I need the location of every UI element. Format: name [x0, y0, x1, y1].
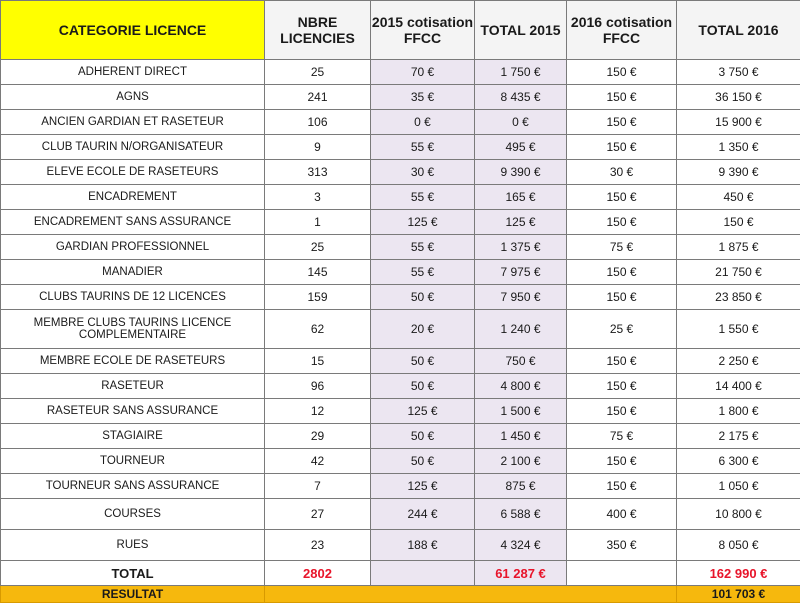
cell-count: 241 [265, 85, 371, 110]
cell-count: 23 [265, 530, 371, 561]
cell-count: 29 [265, 424, 371, 449]
table-row [1, 210, 800, 235]
cell-total2016: 1 800 € [677, 399, 800, 424]
cell-cot2016: 150 € [567, 110, 677, 135]
cell-count: 12 [265, 399, 371, 424]
cell-count: 7 [265, 474, 371, 499]
cell-cot2015: 50 € [371, 374, 475, 399]
cell-total2015: 495 € [475, 135, 567, 160]
cell-cot2016: 30 € [567, 160, 677, 185]
cell-total2015: 0 € [475, 110, 567, 135]
cell-cot2015: 125 € [371, 210, 475, 235]
cell-total2015: 9 390 € [475, 160, 567, 185]
cell-cot2015: 35 € [371, 85, 475, 110]
cell-category: MEMBRE ECOLE DE RASETEURS [1, 349, 265, 374]
cell-category: CLUBS TAURINS DE 12 LICENCES [1, 285, 265, 310]
cell-total2016: 1 875 € [677, 235, 800, 260]
cell-cot2015: 50 € [371, 349, 475, 374]
table-row [1, 310, 800, 349]
cell-category: MANADIER [1, 260, 265, 285]
cell-total2015: 7 975 € [475, 260, 567, 285]
cell-cot2016: 150 € [567, 349, 677, 374]
cell-count: 42 [265, 449, 371, 474]
table-row [1, 399, 800, 424]
cell-total2016: 1 350 € [677, 135, 800, 160]
cell-total2015: 4 324 € [475, 530, 567, 561]
cell-cot2015: 125 € [371, 399, 475, 424]
cell-total2015: 125 € [475, 210, 567, 235]
cell-category: TOURNEUR SANS ASSURANCE [1, 474, 265, 499]
cell-count: 9 [265, 135, 371, 160]
cell-cot2015: 244 € [371, 499, 475, 530]
table-row [1, 60, 800, 85]
cell-cot2015: 188 € [371, 530, 475, 561]
cell-count: 15 [265, 349, 371, 374]
table-row [1, 260, 800, 285]
cell-cot2016: 150 € [567, 135, 677, 160]
cell-category: AGNS [1, 85, 265, 110]
cell-count: 25 [265, 60, 371, 85]
cell-cot2016: 150 € [567, 399, 677, 424]
table-row [1, 110, 800, 135]
total-label: TOTAL [1, 561, 265, 586]
header-row [1, 1, 800, 60]
cell-count: 62 [265, 310, 371, 349]
cell-cot2016: 150 € [567, 60, 677, 85]
cell-cot2015: 55 € [371, 185, 475, 210]
header-cot2015: 2015 cotisation FFCC [371, 1, 475, 60]
cell-total2015: 1 240 € [475, 310, 567, 349]
cell-count: 106 [265, 110, 371, 135]
cell-total2015: 7 950 € [475, 285, 567, 310]
cell-category: TOURNEUR [1, 449, 265, 474]
cell-category: STAGIAIRE [1, 424, 265, 449]
cell-total2015: 875 € [475, 474, 567, 499]
cell-total2016: 15 900 € [677, 110, 800, 135]
cell-count: 96 [265, 374, 371, 399]
cell-total2015: 4 800 € [475, 374, 567, 399]
cell-total2016: 450 € [677, 185, 800, 210]
header-count: NBRE LICENCIES [265, 1, 371, 60]
cell-count: 313 [265, 160, 371, 185]
cell-total2016: 8 050 € [677, 530, 800, 561]
cell-count: 25 [265, 235, 371, 260]
table-row [1, 474, 800, 499]
table-row [1, 85, 800, 110]
table-row [1, 499, 800, 530]
header-cot2016: 2016 cotisation FFCC [567, 1, 677, 60]
cell-total2015: 165 € [475, 185, 567, 210]
cell-category: ELEVE ECOLE DE RASETEURS [1, 160, 265, 185]
cell-cot2016: 150 € [567, 210, 677, 235]
cell-total2015: 2 100 € [475, 449, 567, 474]
cell-cot2016: 150 € [567, 260, 677, 285]
header-total2016: TOTAL 2016 [677, 1, 800, 60]
total-2015: 61 287 € [475, 561, 567, 586]
cell-category: ENCADREMENT SANS ASSURANCE [1, 210, 265, 235]
total-2016: 162 990 € [677, 561, 800, 586]
table-row [1, 135, 800, 160]
cell-category: MEMBRE CLUBS TAURINS LICENCE COMPLEMENTAIRE [1, 310, 265, 349]
cell-total2015: 8 435 € [475, 85, 567, 110]
cell-cot2016: 150 € [567, 185, 677, 210]
cell-cot2016: 75 € [567, 235, 677, 260]
cell-category: ANCIEN GARDIAN ET RASETEUR [1, 110, 265, 135]
cell-total2015: 6 588 € [475, 499, 567, 530]
cell-total2016: 6 300 € [677, 449, 800, 474]
cell-category: RASETEUR SANS ASSURANCE [1, 399, 265, 424]
cell-cot2015: 50 € [371, 285, 475, 310]
table-row [1, 374, 800, 399]
cell-cot2015: 0 € [371, 110, 475, 135]
table-row [1, 160, 800, 185]
cell-cot2015: 70 € [371, 60, 475, 85]
total-cot2015-empty [371, 561, 475, 586]
cell-count: 145 [265, 260, 371, 285]
cell-total2016: 2 175 € [677, 424, 800, 449]
table-row [1, 285, 800, 310]
cell-cot2016: 75 € [567, 424, 677, 449]
cell-cot2016: 150 € [567, 474, 677, 499]
cell-total2016: 10 800 € [677, 499, 800, 530]
cell-total2016: 9 390 € [677, 160, 800, 185]
table-row [1, 349, 800, 374]
header-total2015: TOTAL 2015 [475, 1, 567, 60]
cell-cot2015: 50 € [371, 424, 475, 449]
cell-count: 159 [265, 285, 371, 310]
cell-total2015: 1 500 € [475, 399, 567, 424]
cell-total2016: 14 400 € [677, 374, 800, 399]
cell-total2015: 1 750 € [475, 60, 567, 85]
cell-total2016: 1 550 € [677, 310, 800, 349]
cell-cot2015: 20 € [371, 310, 475, 349]
cell-category: ENCADREMENT [1, 185, 265, 210]
table-row [1, 449, 800, 474]
cell-cot2015: 55 € [371, 135, 475, 160]
total-cot2016-empty [567, 561, 677, 586]
cell-category: CLUB TAURIN N/ORGANISATEUR [1, 135, 265, 160]
cell-total2016: 150 € [677, 210, 800, 235]
cell-cot2016: 25 € [567, 310, 677, 349]
total-count: 2802 [265, 561, 371, 586]
cell-total2016: 3 750 € [677, 60, 800, 85]
cell-category: ADHERENT DIRECT [1, 60, 265, 85]
table-row [1, 185, 800, 210]
cell-category: RUES [1, 530, 265, 561]
cell-cot2016: 150 € [567, 85, 677, 110]
cell-cot2016: 350 € [567, 530, 677, 561]
header-category: CATEGORIE LICENCE [1, 1, 265, 60]
cell-total2015: 750 € [475, 349, 567, 374]
cell-cot2015: 55 € [371, 260, 475, 285]
cell-cot2016: 150 € [567, 285, 677, 310]
cell-total2016: 1 050 € [677, 474, 800, 499]
cell-cot2016: 150 € [567, 449, 677, 474]
cell-total2016: 21 750 € [677, 260, 800, 285]
cell-category: RASETEUR [1, 374, 265, 399]
cell-cot2015: 55 € [371, 235, 475, 260]
cell-count: 1 [265, 210, 371, 235]
table-row [1, 424, 800, 449]
result-label: RESULTAT [1, 586, 265, 603]
table-row [1, 235, 800, 260]
cell-cot2016: 150 € [567, 374, 677, 399]
cell-count: 27 [265, 499, 371, 530]
cell-total2015: 1 450 € [475, 424, 567, 449]
cell-category: GARDIAN PROFESSIONNEL [1, 235, 265, 260]
total-row [1, 561, 800, 586]
cell-total2016: 2 250 € [677, 349, 800, 374]
table-row [1, 530, 800, 561]
cell-cot2015: 50 € [371, 449, 475, 474]
cell-category: COURSES [1, 499, 265, 530]
cell-total2016: 23 850 € [677, 285, 800, 310]
result-value: 101 703 € [677, 586, 800, 603]
cell-cot2015: 30 € [371, 160, 475, 185]
cell-cot2015: 125 € [371, 474, 475, 499]
cell-total2016: 36 150 € [677, 85, 800, 110]
cell-count: 3 [265, 185, 371, 210]
cell-cot2016: 400 € [567, 499, 677, 530]
cell-total2015: 1 375 € [475, 235, 567, 260]
